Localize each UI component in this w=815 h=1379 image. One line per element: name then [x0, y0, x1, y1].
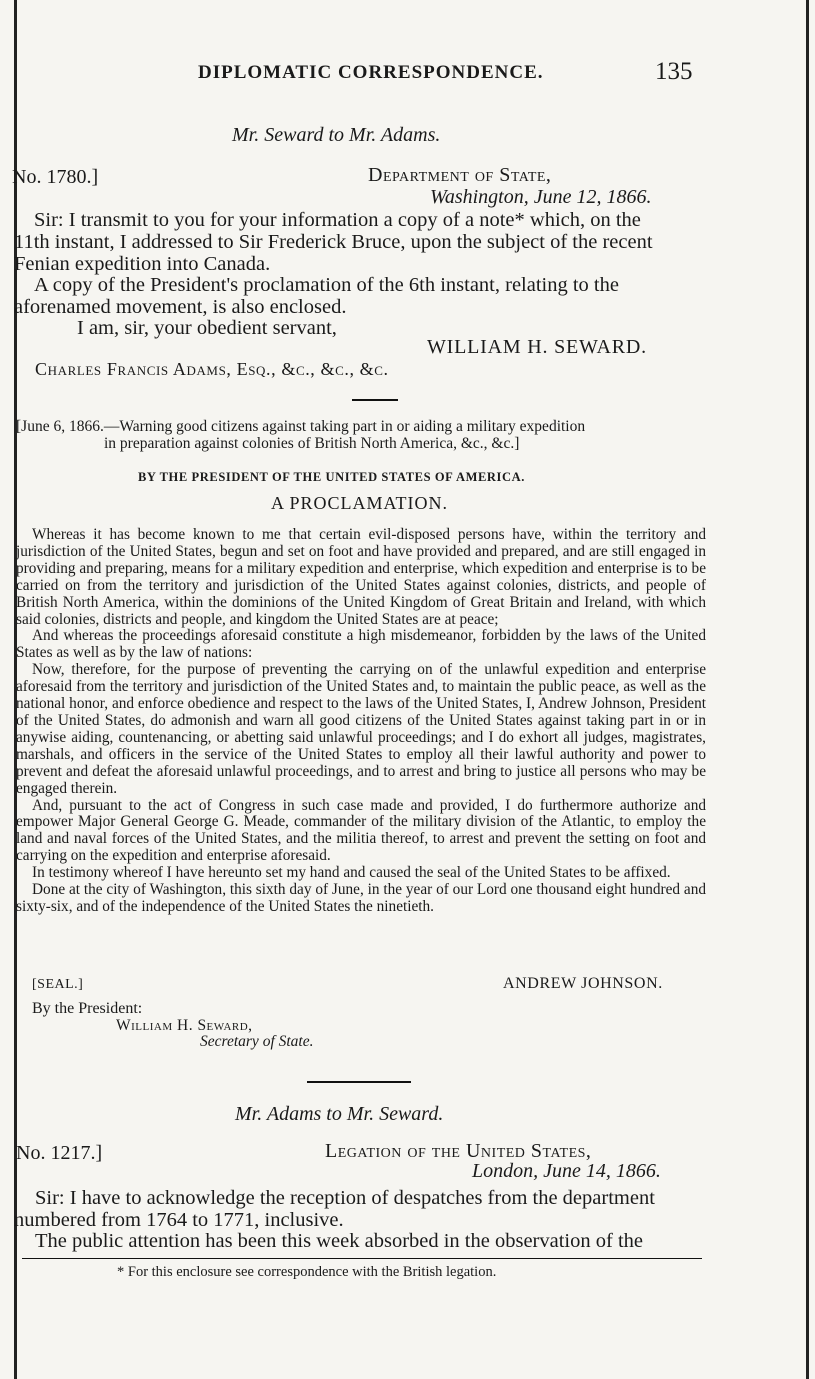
- letter2-number: No. 1217.]: [16, 1142, 103, 1164]
- proclamation-title: A PROCLAMATION.: [271, 493, 449, 513]
- letter1-para1-line3: Fenian expedition into Canada.: [14, 253, 271, 275]
- proclamation-body: [16, 527, 706, 916]
- letter1-addressee: Charles Francis Adams, Esq., &c., &c., &c.: [35, 359, 389, 379]
- letter2-legation: Legation of the United States,: [325, 1140, 592, 1162]
- running-head: DIPLOMATIC CORRESPONDENCE.: [198, 62, 544, 83]
- proclamation-paragraph: And, pursuant to the act of Congress in such case made and provided, I do furthermore authorize and empower Major General George G. Meade, commander of the military division of the Atlantic, to employ the land and naval forces of the United States, and the militia thereof, to arrest and prevent the setting on foot and carrying on the expedition and enterprise aforesaid.: [16, 796, 706, 865]
- letter1-closing: I am, sir, your obedient servant,: [77, 317, 337, 339]
- footnote: * For this enclosure see correspondence with the British legation.: [117, 1264, 497, 1280]
- secretary-name: William H. Seward,: [116, 1017, 253, 1034]
- president-signature: ANDREW JOHNSON.: [503, 975, 663, 992]
- secretary-title: Secretary of State.: [200, 1033, 314, 1050]
- seal-mark: [SEAL.]: [32, 977, 84, 992]
- letter1-department: Department of State,: [368, 164, 552, 186]
- letter1-signature: WILLIAM H. SEWARD.: [427, 336, 647, 358]
- letter1-para2-line2: aforenamed movement, is also enclosed.: [14, 296, 347, 318]
- section-divider: [307, 1081, 411, 1083]
- proclamation-by-line: BY THE PRESIDENT OF THE UNITED STATES OF AMERICA.: [138, 470, 526, 484]
- by-the-president: By the President:: [32, 1000, 143, 1017]
- page-number: 135: [655, 58, 693, 85]
- letter1-place-date: Washington, June 12, 1866.: [430, 186, 652, 208]
- proclamation-note-line2: in preparation against colonies of British North America, &c., &c.]: [104, 435, 520, 452]
- section-divider: [352, 399, 398, 401]
- letter1-number: No. 1780.]: [12, 166, 99, 188]
- page-edge-right: [806, 0, 809, 1379]
- proclamation-paragraph: Done at the city of Washington, this sixth day of June, in the year of our Lord one thousand eight hundred and sixty-six, and of the independence of the United States the ninetieth.: [16, 881, 706, 915]
- proclamation-paragraph: And whereas the proceedings aforesaid constitute a high misdemeanor, forbidden by the laws of the United States as well as by the law of nations:: [16, 627, 706, 662]
- proclamation-note-line1: [June 6, 1866.—Warning good citizens against taking part in or aiding a military expedition: [16, 418, 586, 435]
- letter1-para1-line1: Sir: I transmit to you for your information a copy of a note* which, on the: [34, 209, 641, 231]
- letter2-place-date: London, June 14, 1866.: [472, 1160, 661, 1182]
- letter2-line1: Sir: I have to acknowledge the reception of despatches from the department: [35, 1187, 655, 1209]
- letter2-line3: The public attention has been this week absorbed in the observation of the: [35, 1230, 643, 1252]
- footnote-rule: [22, 1258, 702, 1259]
- proclamation-paragraph: In testimony whereof I have hereunto set my hand and caused the seal of the United States to be affixed.: [32, 864, 671, 882]
- letter1-para1-line2: 11th instant, I addressed to Sir Frederick Bruce, upon the subject of the recent: [14, 231, 653, 253]
- letter1-para2-line1: A copy of the President's proclamation of the 6th instant, relating to the: [34, 274, 619, 296]
- letter2-heading: Mr. Adams to Mr. Seward.: [235, 1103, 444, 1125]
- proclamation-paragraph: Now, therefore, for the purpose of preventing the carrying on of the unlawful expedition and enterprise aforesaid from the territory and jurisdiction of the United States and, to maintain the public peace, as well as the national honor, and enforce obedience and respect to the laws of the United States, I, Andrew Johnson, President of the United States, do admonish and warn all good citizens of the United States against taking part in or in anywise aiding, countenancing, or abetting said unlawful proceedings; and I do exhort all judges, magistrates, marshals, and officers in the service of the United States to employ all their lawful authority and power to prevent and defeat the aforesaid unlawful proceedings, and to arrest and bring to justice all persons who may be engaged therein.: [16, 661, 706, 797]
- proclamation-paragraph: Whereas it has become known to me that certain evil-disposed persons have, within the territory and jurisdiction of the United States, begun and set on foot and have provided and prepared, and are still engaged in providing and preparing, means for a military expedition and enterprise, which expedition and enterprise is to be carried on from the territory and jurisdiction of the United States against colonies, districts, and people of British North America, within the dominions of the United Kingdom of Great Britain and Ireland, with which said colonies, districts and people, and kingdom the United States are at peace;: [16, 526, 706, 628]
- letter1-heading: Mr. Seward to Mr. Adams.: [232, 124, 441, 146]
- letter2-line2: numbered from 1764 to 1771, inclusive.: [14, 1209, 344, 1231]
